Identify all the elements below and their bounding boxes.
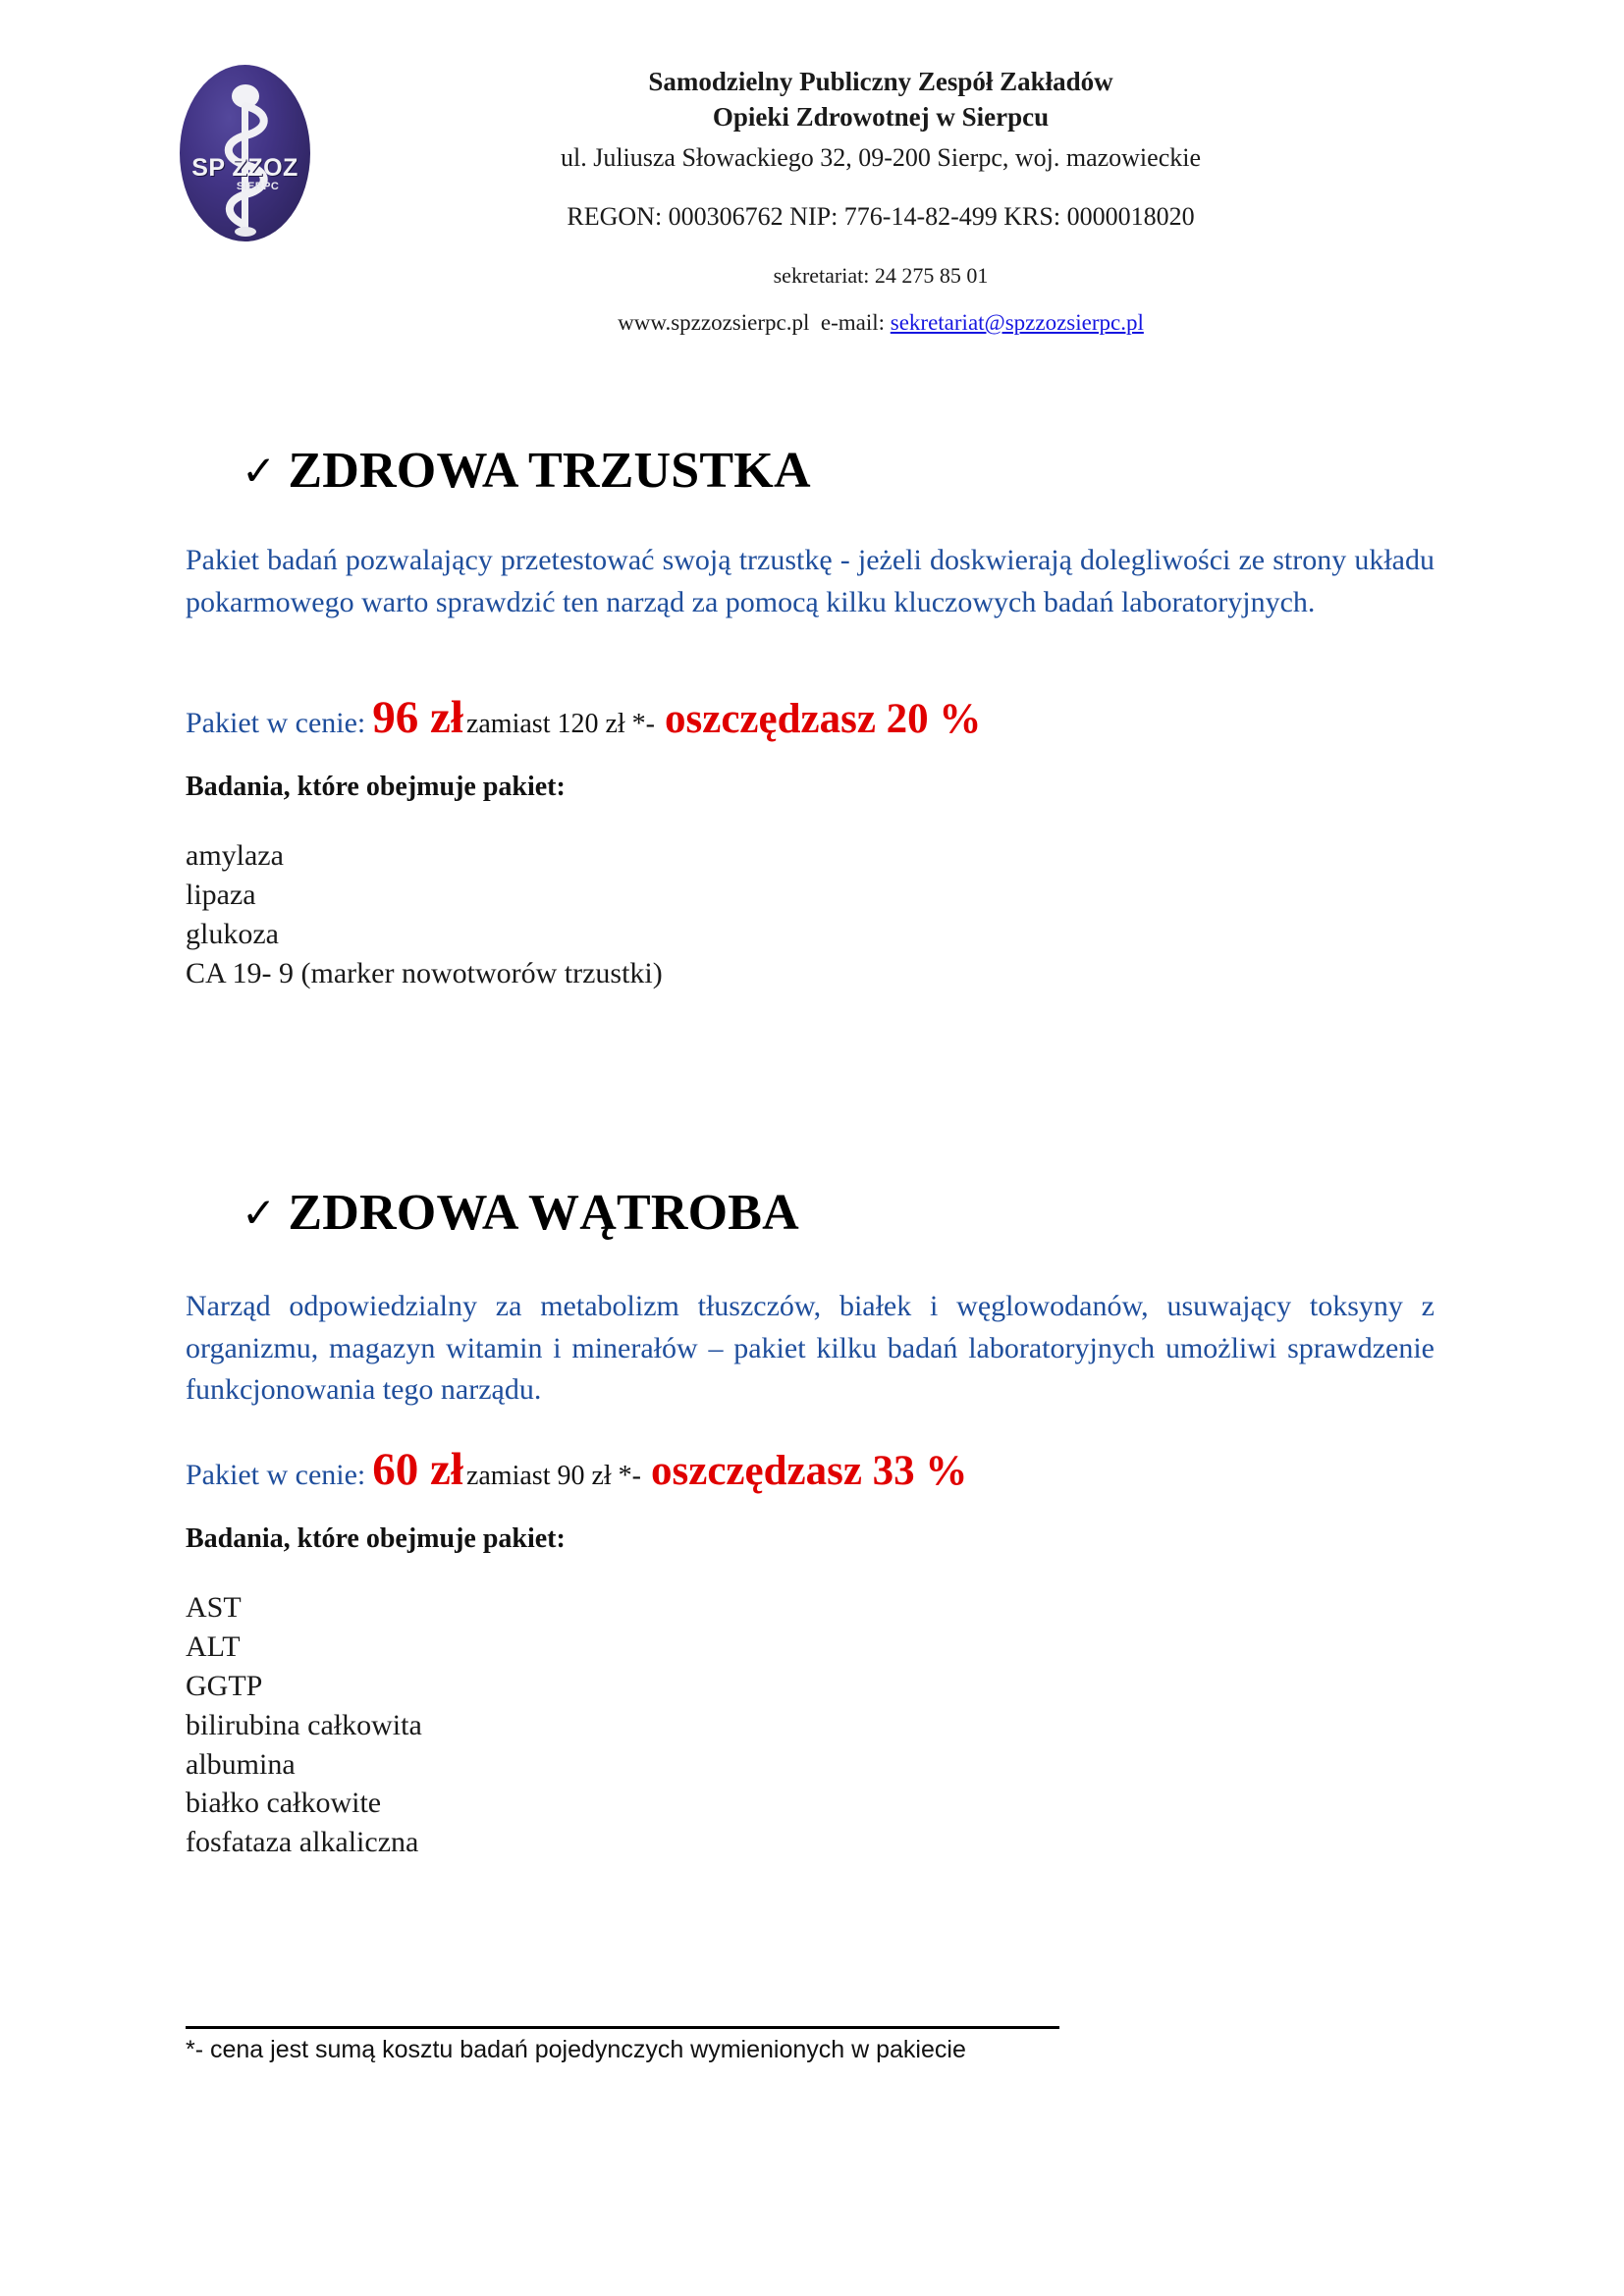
list-item: bilirubina całkowita: [186, 1708, 422, 1741]
logo-city-text: SIERPC: [236, 181, 280, 192]
logo-oval-background: [180, 65, 310, 241]
organization-identifiers: REGON: 000306762 NIP: 776-14-82-499 KRS: 0000018020: [567, 202, 1195, 231]
contact-web-row: [321, 310, 1440, 336]
price-old-value: zamiast 90 zł *-: [465, 1461, 642, 1491]
organization-title: [321, 65, 1440, 135]
logo-acronym-text: SP ZZOZ: [191, 154, 298, 182]
organization-address: ul. Juliusza Słowackiego 32, 09-200 Sierpc, woj. mazowieckie: [560, 143, 1202, 172]
price-savings-badge: oszczędzasz 20 %: [665, 696, 982, 742]
footnote-text: *- cena jest sumą kosztu badań pojedynczych wymienionych w pakiecie: [186, 2036, 966, 2063]
secretariat-phone: sekretariat: 24 275 85 01: [773, 263, 989, 288]
document-footer: [186, 2026, 1462, 2064]
footnote-separator: [186, 2026, 1059, 2029]
package-section-pancreas: [0, 443, 1624, 989]
list-item: albumina: [186, 1747, 296, 1781]
list-item: CA 19- 9 (marker nowotworów trzustki): [186, 956, 663, 989]
list-item: fosfataza alkaliczna: [186, 1826, 419, 1859]
list-item: GGTP: [186, 1669, 263, 1702]
section-description-pancreas: Pakiet badań pozwalający przetestować swoją trzustkę - jeżeli doskwierają dolegliwości ze strony układu pokarmowego warto sprawdzić ten narząd za pomocą kilku kluczowych badań laboratoryjnych.: [186, 544, 1435, 618]
tests-list-pancreas: [186, 836, 663, 993]
tests-list-liver: [186, 1588, 422, 1862]
price-savings-badge: oszczędzasz 33 %: [651, 1448, 968, 1494]
section-description-liver: Narząd odpowiedzialny za metabolizm tłuszczów, białek i węglowodanów, usuwający toksyny z organizmu, magazyn witamin i minerałów – pakiet kilku badań laboratoryjnych umożliwi sprawdzenie funkcjonowania tego narządu.: [186, 1290, 1435, 1407]
list-item: amylaza: [186, 839, 284, 872]
price-new-value: 60 zł: [372, 1444, 463, 1495]
email-label: e-mail:: [820, 310, 886, 335]
organization-logo: [180, 65, 310, 241]
asclepius-rod-icon: [180, 65, 310, 241]
price-line-liver: [186, 1443, 1462, 1496]
section-heading-text: ZDROWA WĄTROBA: [288, 1185, 799, 1241]
section-heading-pancreas: [242, 444, 1624, 499]
list-item: AST: [186, 1591, 242, 1624]
list-item: lipaza: [186, 878, 256, 911]
price-new-value: 96 zł: [372, 692, 463, 743]
tests-title-pancreas: Badania, które obejmuje pakiet:: [186, 772, 566, 802]
checkmark-icon: ✓: [242, 447, 277, 495]
price-old-value: zamiast 120 zł *-: [465, 709, 656, 739]
section-heading-text: ZDROWA TRZUSTKA: [288, 443, 811, 499]
price-label: Pakiet w cenie:: [186, 707, 366, 739]
organization-title-line1: Samodzielny Publiczny Zespół Zakładów: [648, 67, 1113, 96]
list-item: ALT: [186, 1629, 241, 1663]
price-label: Pakiet w cenie:: [186, 1459, 366, 1491]
list-item: glukoza: [186, 917, 279, 950]
website-text: www.spzzozsierpc.pl: [618, 310, 810, 335]
list-item: białko całkowite: [186, 1787, 382, 1820]
email-link[interactable]: sekretariat@spzzozsierpc.pl: [890, 310, 1144, 335]
checkmark-icon: ✓: [242, 1189, 277, 1237]
tests-title-liver: Badania, które obejmuje pakiet:: [186, 1523, 566, 1554]
organization-title-line2: Opieki Zdrowotnej w Sierpcu: [712, 101, 1050, 132]
section-heading-liver: [242, 1186, 1624, 1241]
price-line-pancreas: [186, 691, 1462, 744]
package-section-liver: [0, 1185, 1624, 1859]
